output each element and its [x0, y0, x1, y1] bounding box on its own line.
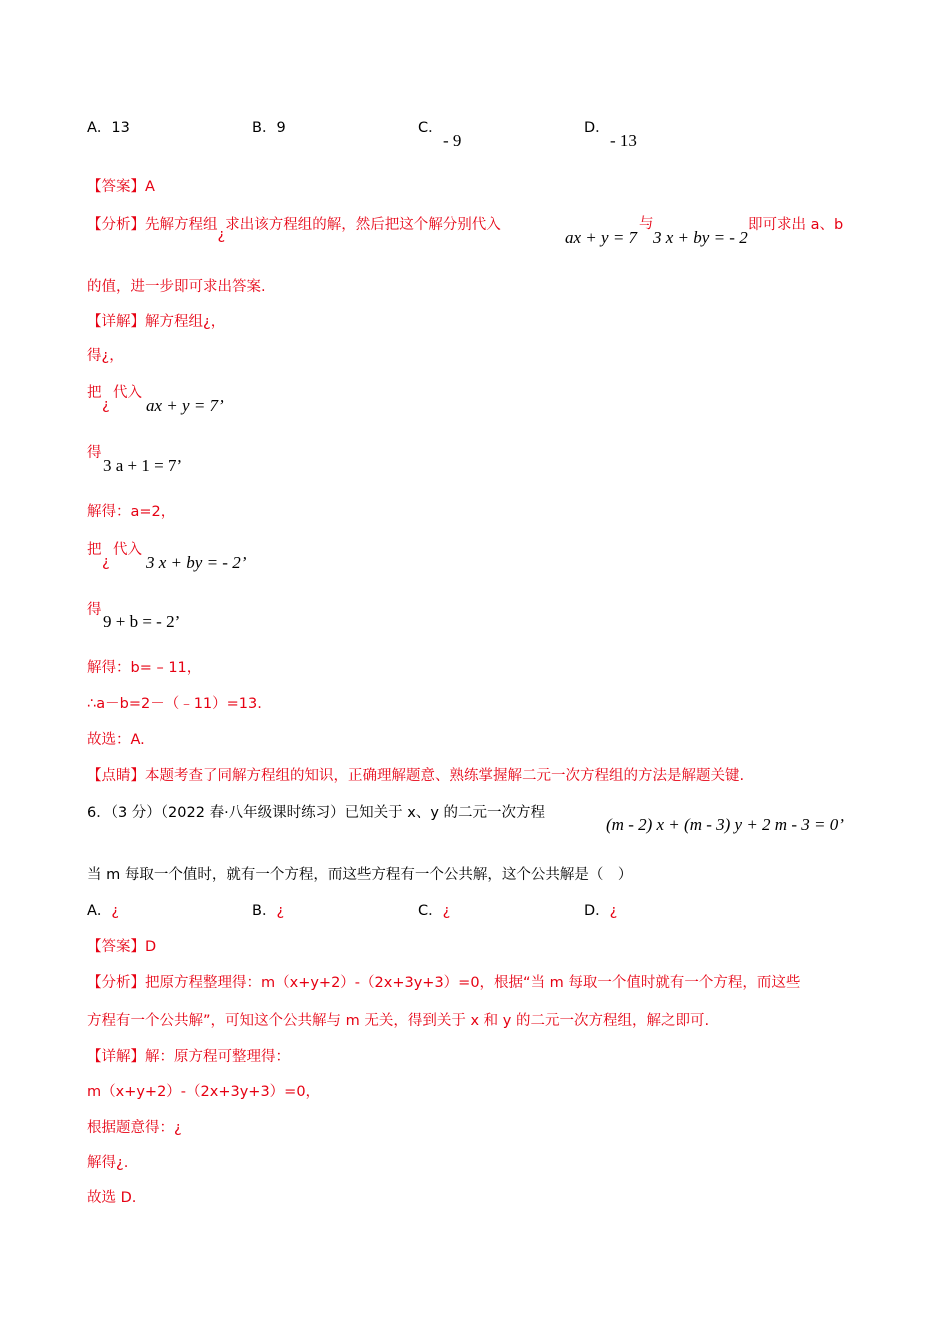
equation-2: 3 x + by = - 2	[653, 228, 748, 247]
q6-answer: 【答案】D	[87, 939, 157, 955]
missing-glyph: ¿	[609, 903, 618, 919]
analysis-label: 【分析】	[87, 217, 145, 233]
text: ∴a－b=2－（﹣11）=13.	[87, 696, 262, 712]
text: 故选 D.	[87, 1190, 137, 1206]
text: 得	[87, 602, 102, 618]
missing-glyph: ¿	[111, 903, 120, 919]
q6-analysis-2: 方程有一个公共解”，可知这个公共解与 m 无关，得到关于 x 和 y 的二元一次方程组，解之即可.	[87, 1013, 710, 1029]
text: m（x+y+2）-（2x+3y+3）=0，	[87, 1084, 321, 1100]
equation: 9 + b = - 2’	[103, 612, 181, 631]
text: 得¿，	[87, 348, 124, 364]
text: 先解方程组	[145, 217, 218, 233]
label: A．	[87, 903, 112, 919]
missing-glyph: ¿	[102, 397, 110, 413]
text: 把	[87, 385, 102, 401]
text: 解得：b= – 11，	[87, 660, 202, 676]
text-yu: 与	[639, 216, 654, 232]
q5-analysis-line1	[87, 216, 501, 243]
q6-option-b[interactable]	[252, 902, 284, 920]
q6-option-a[interactable]	[87, 902, 119, 920]
q5-option-c-value: - 9	[443, 131, 462, 150]
q5-option-d-value: - 13	[610, 131, 637, 150]
missing-glyph: ¿	[217, 227, 226, 243]
text: 代入	[113, 542, 142, 558]
equation: 3 a + 1 = 7’	[103, 456, 183, 475]
label: D．	[584, 903, 610, 919]
text: 故选：A.	[87, 732, 145, 748]
label: B．	[252, 903, 277, 919]
q6-stem-2: 当 m 每取一个值时，就有一个方程，而这些方程有一个公共解，这个公共解是（ ）	[87, 867, 633, 883]
text: 解得¿.	[87, 1155, 129, 1171]
q6-option-d[interactable]	[584, 902, 617, 920]
q5-detail: 【详解】解方程组¿，	[87, 314, 226, 330]
missing-glyph: ¿	[276, 903, 285, 919]
q6-equation: (m - 2) x + (m - 3) y + 2 m - 3 = 0’	[606, 815, 844, 834]
q5-option-a: A．13	[87, 120, 130, 136]
q5-option-b: B．9	[252, 120, 286, 136]
equation: ax + y = 7’	[146, 396, 224, 415]
text: 得	[87, 445, 102, 461]
label: C．	[418, 903, 443, 919]
q5-comment: 【点睛】本题考查了同解方程组的知识，正确理解题意、熟练掌握解二元一次方程组的方法是解题关键.	[87, 768, 745, 784]
text: 即可求出 a、b	[748, 217, 844, 233]
q5-answer: 【答案】A	[87, 179, 155, 195]
q5-option-d-label: D．	[584, 120, 610, 136]
q6-option-c[interactable]	[418, 902, 450, 920]
equation: 3 x + by = - 2’	[146, 553, 247, 572]
missing-glyph: ¿	[102, 554, 110, 570]
equation-1: ax + y = 7	[565, 228, 638, 247]
q5-option-c-label: C．	[418, 120, 443, 136]
text: 把	[87, 542, 102, 558]
q6-analysis-1: 【分析】把原方程整理得：m（x+y+2）-（2x+3y+3）=0，根据“当 m 每取一个值时就有一个方程，而这些	[87, 975, 801, 991]
text: 根据题意得：¿	[87, 1120, 182, 1136]
q6-stem: 6．（3 分）（2022 春·八年级课时练习）已知关于 x、y 的二元一次方程	[87, 805, 546, 821]
q5-analysis-line2: 的值，进一步即可求出答案.	[87, 279, 266, 295]
text: 解得：a=2，	[87, 504, 176, 520]
text: 代入	[113, 385, 142, 401]
q6-detail: 【详解】解：原方程可整理得：	[87, 1049, 290, 1065]
missing-glyph: ¿	[442, 903, 451, 919]
text: 求出该方程组的解，然后把这个解分别代入	[225, 217, 501, 233]
